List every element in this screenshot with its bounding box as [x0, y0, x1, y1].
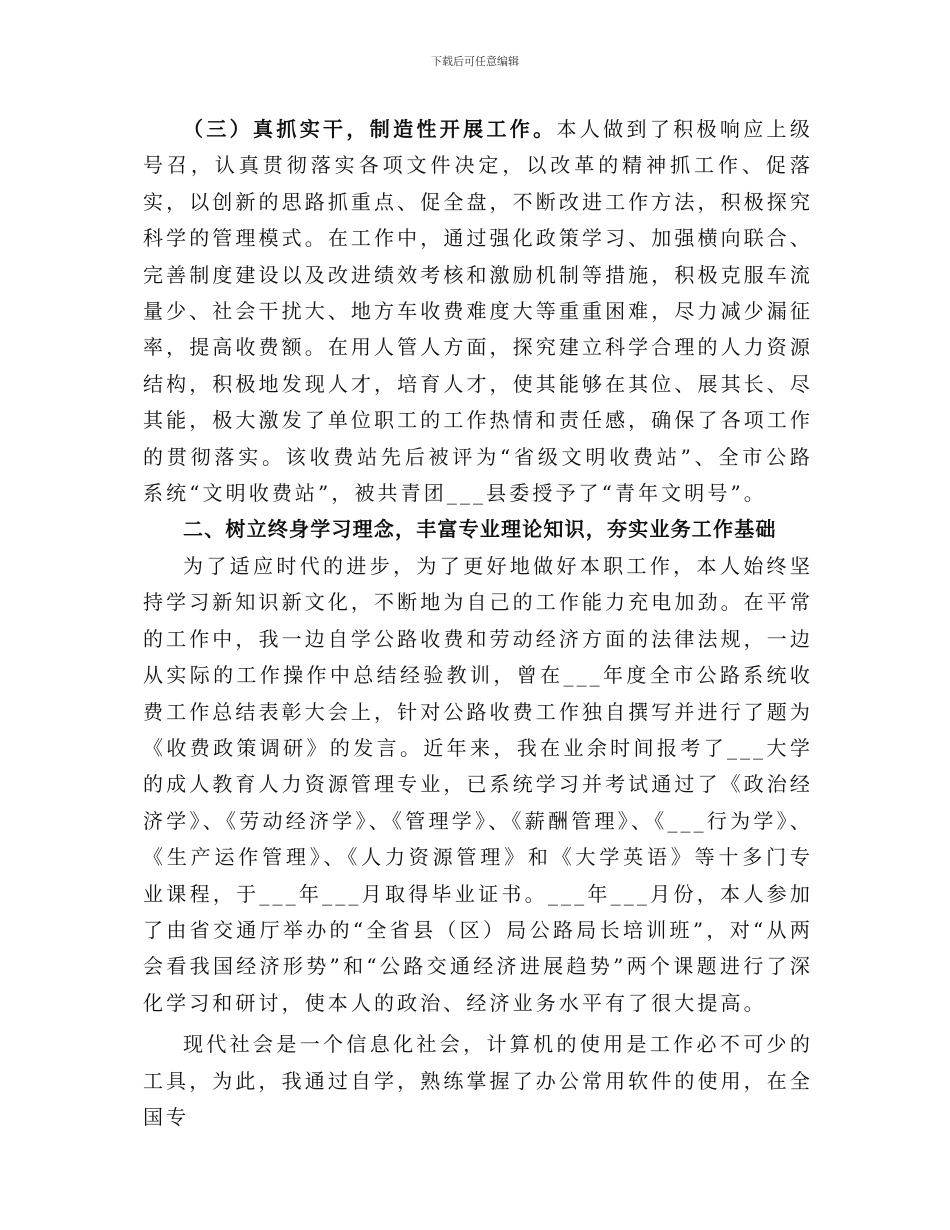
section-heading-2: 二、树立终身学习理念，丰富专业理论知识，夯实业务工作基础: [183, 517, 777, 542]
document-body: [143, 111, 813, 1135]
subheading-3: （三）真抓实干，制造性开展工作。: [183, 117, 557, 141]
page-header-note: 下载后可任意编辑: [431, 55, 519, 68]
paragraph-2: 为了适应时代的进步，为了更好地做好本职工作，本人始终坚持学习新知识新文化，不断地为自己的工作能力充电加劲。在平常的工作中，我一边自学公路收费和劳动经济方面的法律法规，一边从实际的工作操作中总结经验教训，曾在___年度全市公路系统收费工作总结表彰大会上，针对公路收费工作独自撰写并进行了题为《收费政策调研》的发言。近年来，我在业余时间报考了___大学的成人教育人力资源管理专业，已系统学习并考试通过了《政治经济学》、《劳动经济学》、《管理学》、《薪酬管理》、《___行为学》、《生产运作管理》、《人力资源管理》和《大学英语》等十多门专业课程，于___年___月取得毕业证书。___年___月份，本人参加了由省交通厅举办的“全省县（区）局公路局长培训班”，对“从两会看我国经济形势”和“公路交通经济进展趋势”两个课题进行了深化学习和研讨，使本人的政治、经济业务水平有了很大提高。: [143, 553, 813, 1015]
paragraph-3: 现代社会是一个信息化社会，计算机的使用是工作必不可少的工具，为此，我通过自学，熟练掌握了办公常用软件的使用，在全国专: [143, 1032, 813, 1129]
paragraph-1: [143, 111, 813, 511]
paragraph-1-text: 本人做到了积极响应上级号召，认真贯彻落实各项文件决定，以改革的精神抓工作、促落实，以创新的思路抓重点、促全盘，不断改进工作方法，积极探究科学的管理模式。在工作中，通过强化政策学习、加强横向联合、完善制度建设以及改进绩效考核和激励机制等措施，积极克服车流量少、社会干扰大、地方车收费难度大等重重困难，尽力减少漏征率，提高收费额。在用人管人方面，探究建立科学合理的人力资源结构，积极地发现人才，培育人才，使其能够在其位、展其长、尽其能，极大激发了单位职工的工作热情和责任感，确保了各项工作的贯彻落实。该收费站先后被评为“省级文明收费站”、全市公路系统“文明收费站”，被共青团___县委授予了“青年文明号”。: [143, 117, 813, 506]
